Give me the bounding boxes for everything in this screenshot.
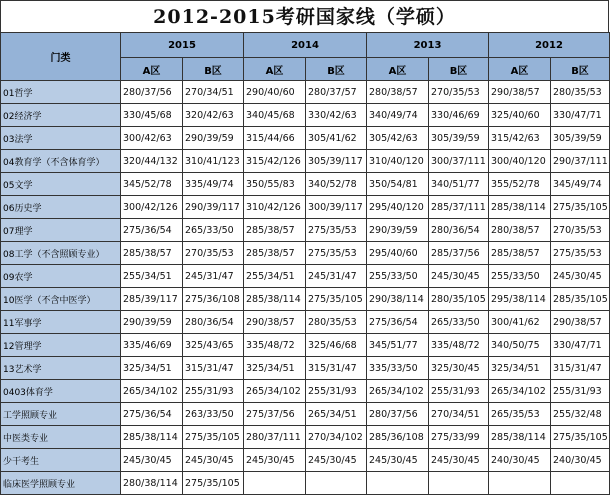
table-row — [1, 242, 610, 265]
score-cell: 280/35/53 — [306, 311, 367, 334]
score-cell: 330/47/71 — [551, 104, 610, 127]
score-cell: 315/42/63 — [489, 127, 551, 150]
score-cell: 240/30/45 — [489, 449, 551, 472]
table-row — [1, 449, 610, 472]
score-cell: 265/34/102 — [121, 380, 183, 403]
score-cell: 245/30/45 — [306, 449, 367, 472]
score-cell: 290/39/59 — [183, 127, 244, 150]
score-cell: 285/38/114 — [121, 426, 183, 449]
table-row — [1, 334, 610, 357]
score-cell: 285/37/111 — [429, 196, 489, 219]
score-cell: 275/35/105 — [306, 288, 367, 311]
score-cell: 245/31/47 — [306, 265, 367, 288]
score-cell: 255/31/93 — [306, 380, 367, 403]
score-cell: 275/36/108 — [183, 288, 244, 311]
score-cell — [489, 472, 551, 495]
score-cell: 245/30/45 — [429, 449, 489, 472]
score-cell: 265/33/50 — [183, 219, 244, 242]
category-cell: 11军事学 — [1, 311, 121, 334]
score-cell: 265/34/102 — [367, 380, 429, 403]
score-cell: 280/37/57 — [306, 81, 367, 104]
score-cell: 285/38/57 — [121, 242, 183, 265]
score-cell: 310/42/126 — [244, 196, 306, 219]
score-cell: 265/35/53 — [489, 403, 551, 426]
zone-header-a: A区 — [367, 58, 429, 81]
zone-header-a: A区 — [121, 58, 183, 81]
category-cell: 13艺术学 — [1, 357, 121, 380]
score-cell: 255/34/51 — [121, 265, 183, 288]
score-cell: 335/33/50 — [367, 357, 429, 380]
zone-header-a: A区 — [244, 58, 306, 81]
score-cell: 270/34/51 — [183, 81, 244, 104]
category-cell: 临床医学照顾专业 — [1, 472, 121, 495]
score-cell: 345/52/78 — [121, 173, 183, 196]
score-cell: 270/34/51 — [429, 403, 489, 426]
score-cell: 295/40/60 — [367, 242, 429, 265]
score-cell: 270/35/53 — [551, 219, 610, 242]
score-cell: 275/36/54 — [121, 403, 183, 426]
score-cell: 340/52/78 — [306, 173, 367, 196]
score-cell: 335/49/74 — [183, 173, 244, 196]
score-cell: 275/35/53 — [306, 219, 367, 242]
score-cell: 285/35/105 — [551, 288, 610, 311]
table-row — [1, 150, 610, 173]
score-cell: 295/38/114 — [489, 288, 551, 311]
table-row — [1, 311, 610, 334]
score-cell: 300/39/117 — [306, 196, 367, 219]
score-cell: 320/42/63 — [183, 104, 244, 127]
score-cell: 330/46/69 — [429, 104, 489, 127]
score-cell — [244, 472, 306, 495]
score-cell: 290/38/57 — [551, 311, 610, 334]
score-cell: 275/35/105 — [183, 472, 244, 495]
table-row — [1, 219, 610, 242]
score-cell: 290/39/59 — [121, 311, 183, 334]
table-row — [1, 173, 610, 196]
score-cell: 330/47/71 — [551, 334, 610, 357]
score-cell: 300/42/126 — [121, 196, 183, 219]
score-cell: 335/48/72 — [244, 334, 306, 357]
score-cell: 335/48/72 — [429, 334, 489, 357]
table-row — [1, 426, 610, 449]
score-cell: 275/36/54 — [367, 311, 429, 334]
score-cell: 275/35/53 — [306, 242, 367, 265]
score-cell: 315/31/47 — [306, 357, 367, 380]
score-cell: 295/40/120 — [367, 196, 429, 219]
score-cell: 240/30/45 — [551, 449, 610, 472]
table-row — [1, 403, 610, 426]
category-cell: 01哲学 — [1, 81, 121, 104]
score-cell: 270/35/53 — [183, 242, 244, 265]
score-cell: 300/40/120 — [489, 150, 551, 173]
score-cell: 340/50/75 — [489, 334, 551, 357]
score-cell: 265/34/102 — [489, 380, 551, 403]
score-cell: 280/38/57 — [489, 219, 551, 242]
score-cell: 330/42/63 — [306, 104, 367, 127]
score-cell: 280/38/114 — [121, 472, 183, 495]
category-cell: 03法学 — [1, 127, 121, 150]
year-header-row — [1, 33, 610, 58]
score-cell: 350/54/81 — [367, 173, 429, 196]
score-cell: 255/32/48 — [551, 403, 610, 426]
category-cell: 09农学 — [1, 265, 121, 288]
score-cell: 270/34/102 — [306, 426, 367, 449]
score-cell: 290/39/59 — [367, 219, 429, 242]
score-cell: 305/39/117 — [306, 150, 367, 173]
score-cell: 285/36/108 — [367, 426, 429, 449]
year-header-2015: 2015 — [121, 33, 244, 58]
table-row — [1, 472, 610, 495]
score-cell: 300/42/63 — [121, 127, 183, 150]
score-cell: 285/37/56 — [429, 242, 489, 265]
zone-header-b: B区 — [551, 58, 610, 81]
score-cell: 335/46/69 — [121, 334, 183, 357]
category-cell: 06历史学 — [1, 196, 121, 219]
table-row — [1, 265, 610, 288]
score-cell: 285/38/57 — [244, 219, 306, 242]
score-cell: 265/34/51 — [306, 403, 367, 426]
score-cell: 255/33/50 — [367, 265, 429, 288]
score-cell: 305/39/59 — [551, 127, 610, 150]
score-cell: 310/40/120 — [367, 150, 429, 173]
category-cell: 05文学 — [1, 173, 121, 196]
score-cell: 255/34/51 — [244, 265, 306, 288]
score-cell: 245/30/45 — [183, 449, 244, 472]
category-cell: 04教育学（不含体育学） — [1, 150, 121, 173]
score-cell — [429, 472, 489, 495]
score-cell: 245/30/45 — [367, 449, 429, 472]
score-cell: 325/34/51 — [244, 357, 306, 380]
category-cell: 少干考生 — [1, 449, 121, 472]
category-cell: 10医学（不含中医学） — [1, 288, 121, 311]
score-cell: 245/31/47 — [183, 265, 244, 288]
score-cell: 280/37/56 — [367, 403, 429, 426]
table-row — [1, 104, 610, 127]
score-cell: 255/31/93 — [429, 380, 489, 403]
score-cell: 255/33/50 — [489, 265, 551, 288]
score-cell: 340/45/68 — [244, 104, 306, 127]
score-cell: 245/30/45 — [121, 449, 183, 472]
score-table — [0, 32, 610, 495]
score-cell: 280/35/105 — [429, 288, 489, 311]
score-cell: 305/39/59 — [429, 127, 489, 150]
score-cell: 340/49/74 — [367, 104, 429, 127]
year-header-2012: 2012 — [489, 33, 610, 58]
score-cell: 325/34/51 — [489, 357, 551, 380]
score-cell: 310/41/123 — [183, 150, 244, 173]
score-cell: 305/41/62 — [306, 127, 367, 150]
score-cell — [306, 472, 367, 495]
score-cell: 275/37/56 — [244, 403, 306, 426]
score-cell: 315/31/47 — [551, 357, 610, 380]
score-cell: 315/44/66 — [244, 127, 306, 150]
score-cell: 275/35/105 — [551, 196, 610, 219]
category-header: 门类 — [1, 33, 121, 81]
score-cell: 255/31/93 — [551, 380, 610, 403]
score-cell: 290/40/60 — [244, 81, 306, 104]
score-cell: 265/34/102 — [244, 380, 306, 403]
year-header-2013: 2013 — [367, 33, 489, 58]
score-cell: 280/38/57 — [367, 81, 429, 104]
zone-header-b: B区 — [183, 58, 244, 81]
score-cell: 345/51/77 — [367, 334, 429, 357]
score-cell — [551, 472, 610, 495]
table-body — [1, 81, 610, 495]
score-cell: 290/38/114 — [367, 288, 429, 311]
category-cell: 08工学（不含照顾专业） — [1, 242, 121, 265]
table-row — [1, 81, 610, 104]
category-cell: 02经济学 — [1, 104, 121, 127]
score-cell: 315/42/126 — [244, 150, 306, 173]
category-cell: 12管理学 — [1, 334, 121, 357]
score-cell: 285/38/57 — [489, 242, 551, 265]
year-header-2014: 2014 — [244, 33, 367, 58]
score-cell: 325/43/65 — [183, 334, 244, 357]
score-cell: 325/30/45 — [429, 357, 489, 380]
page-title: 2012-2015考研国家线（学硕） — [0, 0, 609, 32]
score-cell: 275/33/99 — [429, 426, 489, 449]
score-cell: 285/38/114 — [244, 288, 306, 311]
score-cell: 315/31/47 — [183, 357, 244, 380]
score-cell: 275/35/53 — [551, 242, 610, 265]
score-cell: 280/35/53 — [551, 81, 610, 104]
score-cell: 320/44/132 — [121, 150, 183, 173]
score-cell: 325/46/68 — [306, 334, 367, 357]
score-cell: 325/40/60 — [489, 104, 551, 127]
score-cell: 355/52/78 — [489, 173, 551, 196]
score-cell: 345/49/74 — [551, 173, 610, 196]
score-cell: 300/41/62 — [489, 311, 551, 334]
score-cell: 280/37/111 — [244, 426, 306, 449]
score-cell: 280/36/54 — [429, 219, 489, 242]
score-cell: 285/38/57 — [244, 242, 306, 265]
score-cell: 290/39/117 — [183, 196, 244, 219]
score-cell: 245/30/45 — [244, 449, 306, 472]
category-cell: 0403体育学 — [1, 380, 121, 403]
score-cell: 245/30/45 — [551, 265, 610, 288]
score-cell: 275/35/105 — [183, 426, 244, 449]
category-cell: 工学照顾专业 — [1, 403, 121, 426]
table-row — [1, 380, 610, 403]
zone-header-a: A区 — [489, 58, 551, 81]
score-cell: 290/37/111 — [551, 150, 610, 173]
category-cell: 07理学 — [1, 219, 121, 242]
score-cell: 325/34/51 — [121, 357, 183, 380]
score-cell: 290/38/57 — [244, 311, 306, 334]
score-cell: 285/39/117 — [121, 288, 183, 311]
score-cell: 263/33/50 — [183, 403, 244, 426]
score-cell: 275/35/105 — [551, 426, 610, 449]
score-cell: 285/38/114 — [489, 196, 551, 219]
score-cell: 340/51/77 — [429, 173, 489, 196]
score-cell: 280/36/54 — [183, 311, 244, 334]
score-cell: 330/45/68 — [121, 104, 183, 127]
score-cell — [367, 472, 429, 495]
zone-header-b: B区 — [429, 58, 489, 81]
score-cell: 290/38/57 — [489, 81, 551, 104]
score-cell: 245/30/45 — [429, 265, 489, 288]
score-cell: 265/33/50 — [429, 311, 489, 334]
score-cell: 255/31/93 — [183, 380, 244, 403]
score-cell: 285/38/114 — [489, 426, 551, 449]
table-row — [1, 357, 610, 380]
score-cell: 270/35/53 — [429, 81, 489, 104]
category-cell: 中医类专业 — [1, 426, 121, 449]
score-cell: 350/55/83 — [244, 173, 306, 196]
score-cell: 280/37/56 — [121, 81, 183, 104]
table-row — [1, 196, 610, 219]
score-cell: 305/42/63 — [367, 127, 429, 150]
table-row — [1, 288, 610, 311]
score-cell: 300/37/111 — [429, 150, 489, 173]
zone-header-b: B区 — [306, 58, 367, 81]
table-row — [1, 127, 610, 150]
score-cell: 275/36/54 — [121, 219, 183, 242]
